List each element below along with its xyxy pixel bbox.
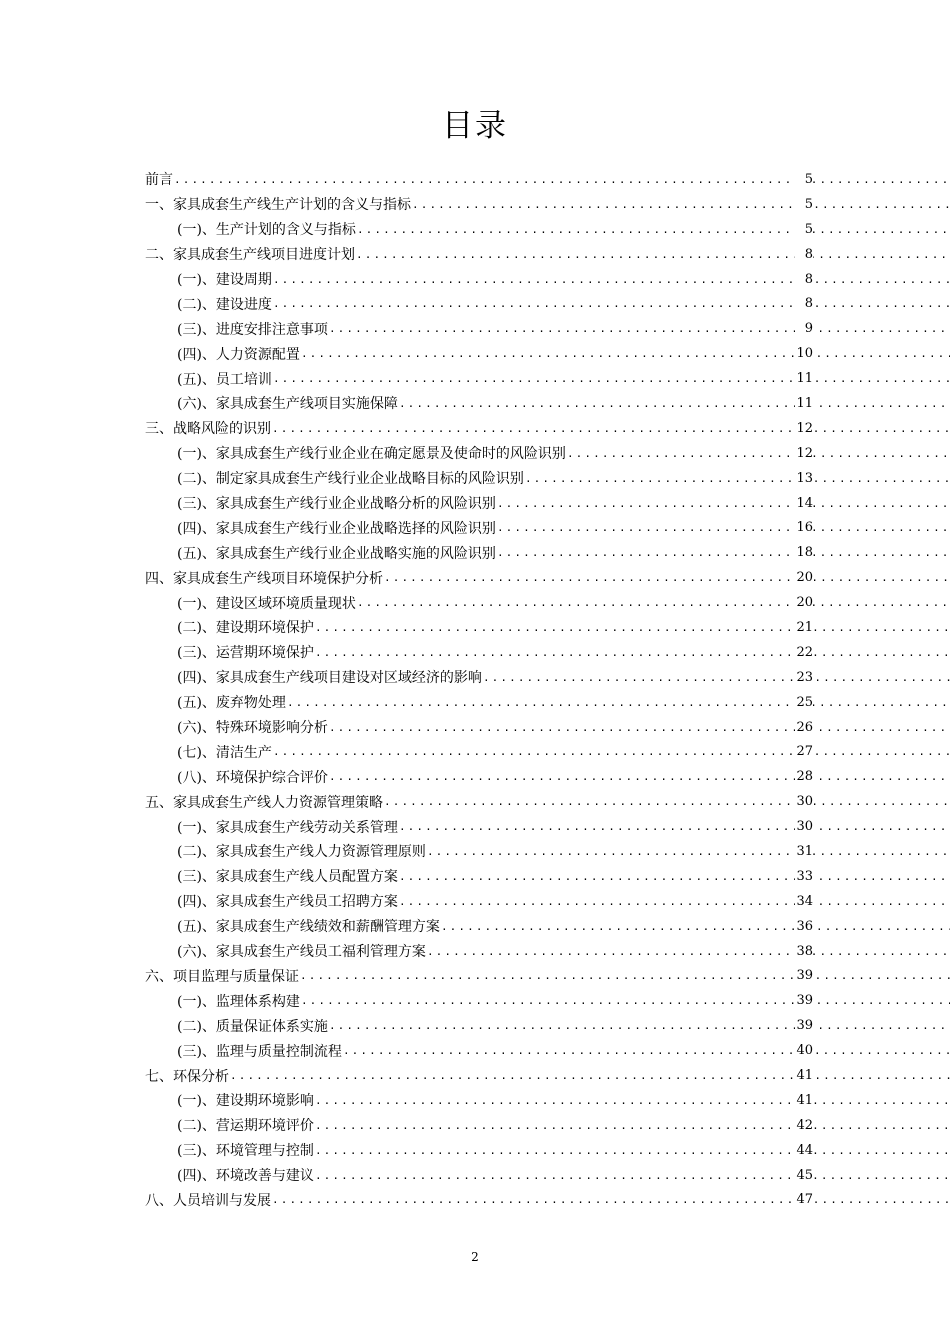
toc-entry-label: (三)、环境管理与控制 — [177, 1140, 315, 1160]
toc-entry-label: (二)、质量保证体系实施 — [177, 1016, 329, 1036]
toc-dot-leader — [315, 1169, 950, 1182]
toc-entry-page: 20 — [796, 595, 813, 611]
toc-entry[interactable] — [145, 316, 950, 341]
toc-dot-leader — [497, 546, 950, 559]
toc-entry-label: (一)、建设区域环境质量现状 — [177, 593, 357, 613]
toc-dot-leader — [329, 1019, 950, 1032]
toc-entry-page: 5 — [795, 197, 813, 212]
toc-entry-page: 22 — [796, 644, 813, 660]
toc-entry-label: (六)、家具成套生产线员工福利管理方案 — [177, 941, 427, 961]
toc-dot-leader — [427, 945, 950, 958]
toc-entry[interactable] — [145, 839, 950, 864]
toc-dot-leader — [273, 297, 950, 310]
toc-dot-leader — [329, 721, 950, 734]
toc-entry-label: (一)、建设周期 — [177, 269, 273, 289]
toc-entry[interactable] — [145, 665, 950, 690]
toc-dot-leader — [525, 472, 950, 485]
toc-dot-leader — [384, 571, 950, 584]
toc-dot-leader — [356, 248, 950, 261]
toc-entry-page: 8 — [795, 247, 813, 262]
toc-dot-leader — [174, 173, 950, 186]
toc-entry[interactable] — [145, 1113, 950, 1138]
page-number: 2 — [471, 1250, 479, 1264]
toc-entry-page: 34 — [796, 893, 813, 909]
toc-entry-page: 21 — [796, 619, 813, 635]
toc-entry-label: (五)、员工培训 — [177, 369, 273, 389]
toc-entry-label: (二)、家具成套生产线人力资源管理原则 — [177, 841, 427, 861]
toc-entry-page: 5 — [795, 222, 813, 237]
toc-entry-page: 31 — [796, 843, 813, 859]
toc-entry-page: 5 — [795, 172, 813, 187]
toc-entry[interactable] — [145, 1038, 950, 1063]
toc-entry-label: (三)、监理与质量控制流程 — [177, 1041, 343, 1061]
toc-entry[interactable] — [145, 615, 950, 640]
toc-dot-leader — [273, 273, 950, 286]
toc-dot-leader — [315, 1119, 950, 1132]
toc-entry-label: (二)、建设期环境保护 — [177, 617, 315, 637]
toc-entry[interactable] — [145, 690, 950, 715]
toc-entry[interactable] — [145, 864, 950, 889]
toc-entry-page: 23 — [796, 669, 813, 685]
toc-dot-leader — [329, 770, 950, 783]
toc-entry-page: 27 — [796, 744, 813, 760]
toc-entry-label: (四)、人力资源配置 — [177, 344, 301, 364]
toc-entry[interactable] — [145, 291, 950, 316]
toc-dot-leader — [272, 1193, 950, 1206]
toc-entry[interactable] — [145, 391, 950, 416]
toc-dot-leader — [399, 895, 950, 908]
toc-dot-leader — [301, 994, 950, 1007]
toc-entry-page: 36 — [796, 918, 813, 934]
toc-entry-page: 13 — [796, 470, 813, 486]
toc-entry-label: 一、家具成套生产线生产计划的含义与指标 — [145, 194, 412, 214]
toc-entry[interactable] — [145, 540, 950, 565]
toc-entry-label: 二、家具成套生产线项目进度计划 — [145, 244, 356, 264]
toc-dot-leader — [399, 870, 950, 883]
toc-entry[interactable] — [145, 988, 950, 1013]
toc-dot-leader — [357, 596, 950, 609]
toc-dot-leader — [273, 745, 950, 758]
toc-dot-leader — [399, 820, 950, 833]
toc-entry-label: 六、项目监理与质量保证 — [145, 966, 300, 986]
toc-entry[interactable] — [145, 964, 950, 989]
toc-entry[interactable] — [145, 416, 950, 441]
toc-entry[interactable] — [145, 565, 950, 590]
toc-entry-page: 20 — [796, 570, 813, 586]
toc-entry-page: 40 — [796, 1043, 813, 1059]
toc-entry-page: 12 — [796, 420, 813, 436]
toc-entry-page: 39 — [796, 968, 813, 984]
toc-entry-page: 30 — [796, 819, 813, 835]
toc-entry-label: (一)、建设期环境影响 — [177, 1090, 315, 1110]
toc-entry-label: (一)、家具成套生产线行业企业在确定愿景及使命时的风险识别 — [177, 443, 567, 463]
page-title: 目录 — [442, 108, 508, 144]
toc-entry-label: 前言 — [145, 169, 174, 189]
toc-entry-page: 11 — [796, 395, 813, 411]
toc-entry-label: (七)、清洁生产 — [177, 742, 273, 762]
toc-entry[interactable] — [145, 1063, 950, 1088]
toc-entry-label: 七、环保分析 — [145, 1066, 230, 1086]
toc-entry-label: (四)、环境改善与建议 — [177, 1165, 315, 1185]
toc-dot-leader — [412, 198, 950, 211]
toc-entry[interactable] — [145, 739, 950, 764]
toc-dot-leader — [315, 1144, 950, 1157]
toc-entry-label: 五、家具成套生产线人力资源管理策略 — [145, 792, 384, 812]
toc-dot-leader — [497, 497, 950, 510]
toc-entry-page: 25 — [796, 694, 813, 710]
toc-entry[interactable] — [145, 590, 950, 615]
toc-dot-leader — [315, 621, 950, 634]
toc-entry-label: (八)、环境保护综合评价 — [177, 767, 329, 787]
table-of-contents — [145, 167, 950, 1212]
toc-entry-label: (四)、家具成套生产线行业企业战略选择的风险识别 — [177, 518, 497, 538]
toc-entry[interactable] — [145, 1013, 950, 1038]
toc-entry-page: 42 — [796, 1117, 813, 1133]
toc-entry[interactable] — [145, 939, 950, 964]
toc-dot-leader — [497, 521, 950, 534]
toc-entry-page: 16 — [796, 520, 813, 536]
toc-dot-leader — [567, 447, 950, 460]
toc-entry[interactable] — [145, 441, 950, 466]
toc-dot-leader — [483, 671, 950, 684]
toc-dot-leader — [287, 696, 950, 709]
toc-entry-page: 30 — [796, 794, 813, 810]
toc-entry[interactable] — [145, 1188, 950, 1213]
toc-entry[interactable] — [145, 914, 950, 939]
toc-entry-label: (一)、监理体系构建 — [177, 991, 301, 1011]
toc-entry-page: 39 — [796, 993, 813, 1009]
toc-entry-page: 10 — [796, 346, 813, 362]
toc-dot-leader — [427, 845, 950, 858]
toc-entry-label: (三)、进度安排注意事项 — [177, 319, 329, 339]
toc-entry[interactable] — [145, 789, 950, 814]
toc-entry[interactable] — [145, 1088, 950, 1113]
toc-entry-label: (六)、特殊环境影响分析 — [177, 717, 329, 737]
toc-dot-leader — [329, 322, 950, 335]
toc-entry[interactable] — [145, 889, 950, 914]
toc-entry-page: 39 — [796, 1018, 813, 1034]
toc-entry[interactable] — [145, 814, 950, 839]
toc-entry-page: 18 — [796, 545, 813, 561]
toc-entry-label: 八、人员培训与发展 — [145, 1190, 272, 1210]
toc-entry[interactable] — [145, 1163, 950, 1188]
toc-entry-label: 三、战略风险的识别 — [145, 418, 272, 438]
toc-entry[interactable] — [145, 267, 950, 292]
toc-entry-page: 44 — [796, 1142, 813, 1158]
toc-entry-label: (三)、运营期环境保护 — [177, 642, 315, 662]
toc-entry-page: 12 — [796, 445, 813, 461]
toc-entry-page: 9 — [795, 321, 813, 336]
toc-entry-page: 28 — [796, 769, 813, 785]
toc-entry[interactable] — [145, 341, 950, 366]
toc-entry[interactable] — [145, 217, 950, 242]
toc-entry-label: 四、家具成套生产线项目环境保护分析 — [145, 568, 384, 588]
toc-entry[interactable] — [145, 192, 950, 217]
toc-entry[interactable] — [145, 466, 950, 491]
toc-entry[interactable] — [145, 366, 950, 391]
toc-entry-label: (一)、家具成套生产线劳动关系管理 — [177, 817, 399, 837]
toc-entry-page: 41 — [796, 1092, 813, 1108]
toc-dot-leader — [343, 1044, 950, 1057]
toc-entry-label: (四)、家具成套生产线项目建设对区域经济的影响 — [177, 667, 483, 687]
toc-dot-leader — [272, 422, 950, 435]
toc-entry-label: (五)、家具成套生产线行业企业战略实施的风险识别 — [177, 543, 497, 563]
toc-entry-page: 45 — [796, 1167, 813, 1183]
toc-entry-page: 14 — [796, 495, 813, 511]
toc-entry-label: (六)、家具成套生产线项目实施保障 — [177, 393, 399, 413]
toc-dot-leader — [315, 1094, 950, 1107]
toc-entry[interactable] — [145, 491, 950, 516]
toc-entry-label: (四)、家具成套生产线员工招聘方案 — [177, 891, 399, 911]
toc-dot-leader — [384, 795, 950, 808]
toc-dot-leader — [300, 969, 950, 982]
toc-entry-page: 11 — [796, 371, 813, 387]
toc-entry[interactable] — [145, 640, 950, 665]
toc-entry-label: (二)、制定家具成套生产线行业企业战略目标的风险识别 — [177, 468, 525, 488]
toc-entry-label: (一)、生产计划的含义与指标 — [177, 219, 357, 239]
toc-entry-page: 8 — [795, 296, 813, 311]
toc-dot-leader — [357, 223, 950, 236]
toc-entry-label: (五)、家具成套生产线绩效和薪酬管理方案 — [177, 916, 441, 936]
toc-entry-page: 47 — [796, 1192, 813, 1208]
toc-dot-leader — [441, 920, 950, 933]
toc-entry[interactable] — [145, 715, 950, 740]
toc-entry-label: (三)、家具成套生产线行业企业战略分析的风险识别 — [177, 493, 497, 513]
toc-dot-leader — [315, 646, 950, 659]
toc-dot-leader — [399, 397, 950, 410]
toc-entry-label: (五)、废弃物处理 — [177, 692, 287, 712]
toc-entry-label: (二)、建设进度 — [177, 294, 273, 314]
toc-entry[interactable] — [145, 515, 950, 540]
toc-dot-leader — [273, 372, 950, 385]
toc-entry-page: 38 — [796, 943, 813, 959]
toc-entry[interactable] — [145, 1138, 950, 1163]
toc-entry-page: 41 — [796, 1068, 813, 1083]
toc-entry-label: (二)、营运期环境评价 — [177, 1115, 315, 1135]
toc-entry-page: 26 — [796, 719, 813, 735]
toc-entry-page: 33 — [796, 868, 813, 884]
toc-entry-label: (三)、家具成套生产线人员配置方案 — [177, 866, 399, 886]
toc-dot-leader — [230, 1069, 950, 1082]
toc-entry[interactable] — [145, 242, 950, 267]
toc-entry-page: 8 — [795, 272, 813, 287]
toc-dot-leader — [301, 347, 950, 360]
toc-entry[interactable] — [145, 167, 950, 192]
toc-entry[interactable] — [145, 764, 950, 789]
